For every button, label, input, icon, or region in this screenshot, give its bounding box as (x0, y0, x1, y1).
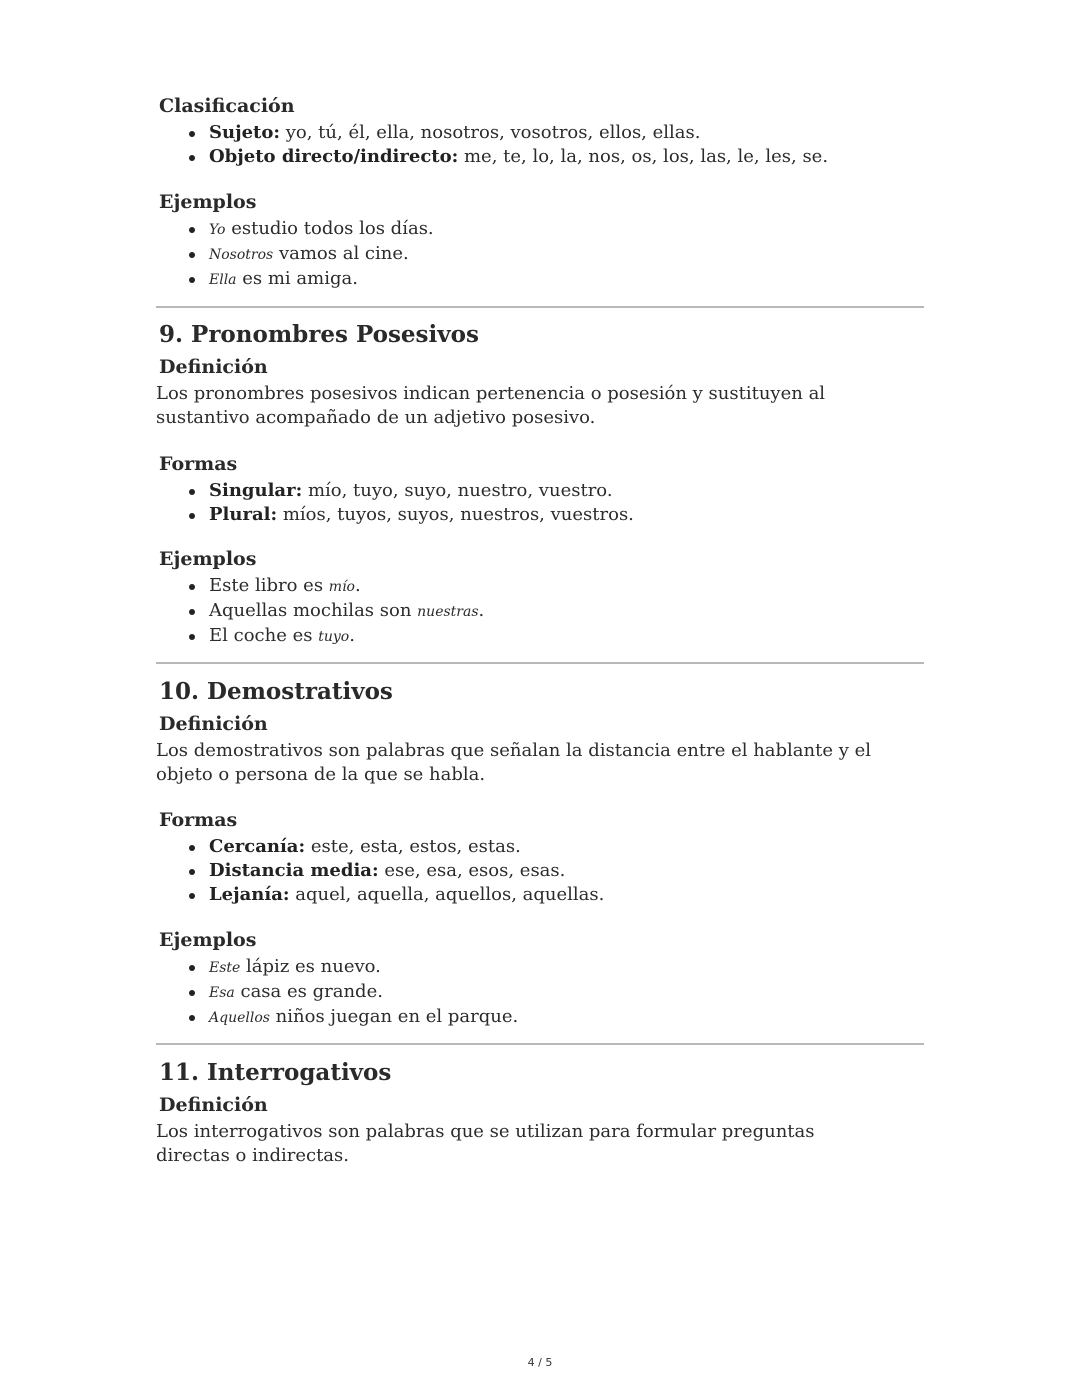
section-11-title: 11. Interrogativos (159, 1059, 392, 1086)
definition-text: Los interrogativos son palabras que se utilizan para formular preguntas directas o indirectas. (156, 1121, 815, 1166)
list-item: Aquellas mochilas son nuestras. (156, 599, 924, 624)
list-item: El coche es tuyo. (156, 624, 924, 649)
list-item: Este libro es mío. (156, 574, 924, 599)
forms-heading: Formas (159, 453, 238, 475)
classification-heading: Clasificación (159, 95, 295, 117)
section-divider (156, 662, 924, 664)
definition-text: Los pronombres posesivos indican pertenencia o posesión y sustituyen al sustantivo acompañado de un adjetivo posesivo. (156, 383, 826, 428)
page-number: 4 / 5 (527, 1356, 553, 1369)
classification-list (156, 121, 924, 169)
examples-heading: Ejemplos (159, 191, 257, 213)
list-item: Yo estudio todos los días. (156, 217, 924, 242)
list-item: Objeto directo/indirecto: me, te, lo, la, nos, os, los, las, le, les, se. (156, 145, 924, 169)
examples-heading: Ejemplos (159, 929, 257, 951)
examples-list (156, 574, 924, 649)
definition-heading: Definición (159, 713, 268, 735)
forms-heading: Formas (159, 809, 238, 831)
examples-list (156, 217, 924, 292)
definition-text: Los demostrativos son palabras que señalan la distancia entre el hablante y el objeto o persona de la que se habla. (156, 740, 872, 785)
list-item: Esa casa es grande. (156, 980, 924, 1005)
list-item: Nosotros vamos al cine. (156, 242, 924, 267)
definition-heading: Definición (159, 1094, 268, 1116)
section-9-title: 9. Pronombres Posesivos (159, 321, 479, 348)
section-divider (156, 306, 924, 308)
list-item: Aquellos niños juegan en el parque. (156, 1005, 924, 1030)
list-item: Plural: míos, tuyos, suyos, nuestros, vuestros. (156, 503, 924, 527)
definition-heading: Definición (159, 356, 268, 378)
forms-list (156, 479, 924, 527)
list-item: Este lápiz es nuevo. (156, 955, 924, 980)
examples-list (156, 955, 924, 1030)
section-10-title: 10. Demostrativos (159, 678, 393, 705)
list-item: Distancia media: ese, esa, esos, esas. (156, 859, 924, 883)
list-item: Cercanía: este, esta, estos, estas. (156, 835, 924, 859)
list-item: Sujeto: yo, tú, él, ella, nosotros, vosotros, ellos, ellas. (156, 121, 924, 145)
forms-list (156, 835, 924, 907)
section-divider (156, 1043, 924, 1045)
examples-heading: Ejemplos (159, 548, 257, 570)
list-item: Singular: mío, tuyo, suyo, nuestro, vuestro. (156, 479, 924, 503)
list-item: Lejanía: aquel, aquella, aquellos, aquellas. (156, 883, 924, 907)
list-item: Ella es mi amiga. (156, 267, 924, 292)
